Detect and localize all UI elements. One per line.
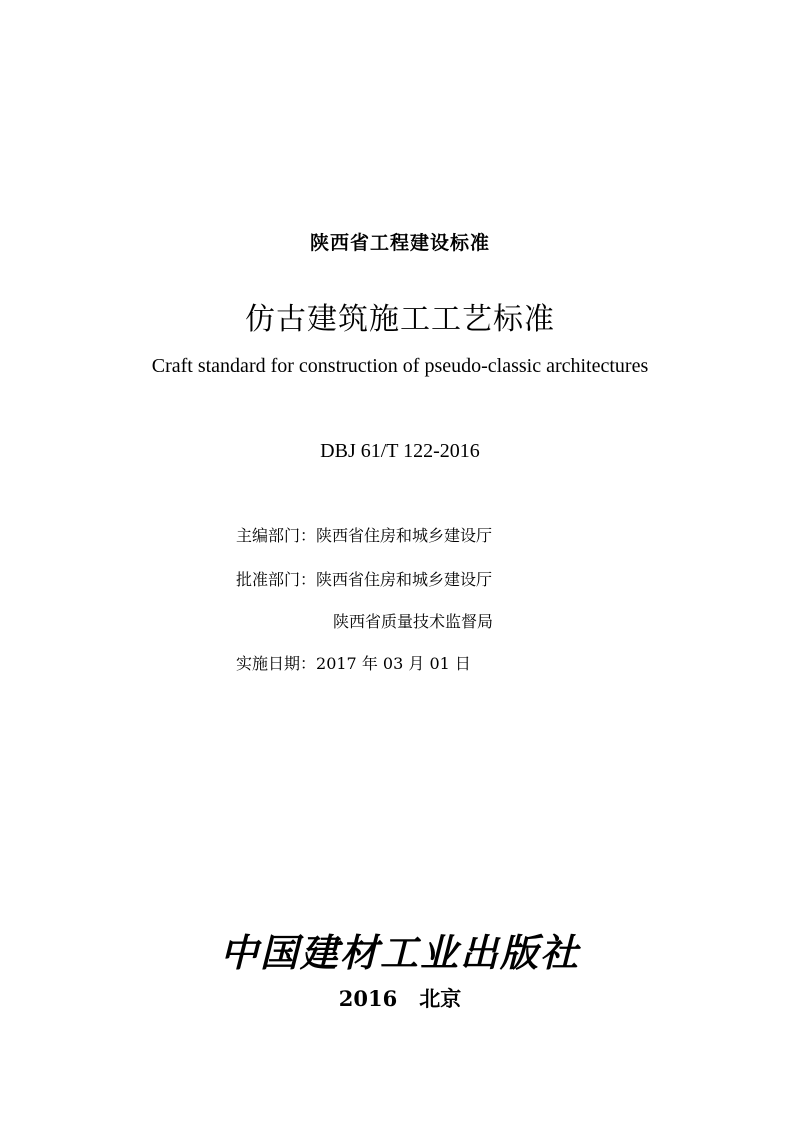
approver-department-value-1: 陕西省住房和城乡建设厅 bbox=[316, 570, 493, 589]
title-english: Craft standard for construction of pseudo-classic architectures bbox=[151, 355, 649, 377]
implementation-date-label: 实施日期： bbox=[236, 654, 317, 673]
approver-department-row-2 bbox=[333, 609, 493, 632]
approver-department-row bbox=[236, 567, 492, 590]
implementation-date-value: 2017 年 03 月 01 日 bbox=[316, 654, 471, 673]
title-chinese: 仿古建筑施工工艺标准 bbox=[245, 302, 555, 337]
implementation-date-row bbox=[236, 651, 471, 674]
publication-year: 2016 bbox=[338, 986, 398, 1011]
standard-code: DBJ 61/T 122-2016 bbox=[320, 440, 480, 462]
editor-department-value: 陕西省住房和城乡建设厅 bbox=[316, 526, 493, 545]
editor-department-label: 主编部门： bbox=[236, 526, 317, 545]
publisher-logotype: 中国建材工业出版社 bbox=[219, 930, 580, 975]
editor-department-row bbox=[236, 523, 492, 546]
approver-department-label: 批准部门： bbox=[236, 570, 317, 589]
publication-city: 北京 bbox=[419, 986, 462, 1011]
approver-department-value-2: 陕西省质量技术监督局 bbox=[333, 612, 494, 631]
standard-series: 陕西省工程建设标准 bbox=[309, 232, 490, 254]
publication-line bbox=[0, 983, 800, 1013]
